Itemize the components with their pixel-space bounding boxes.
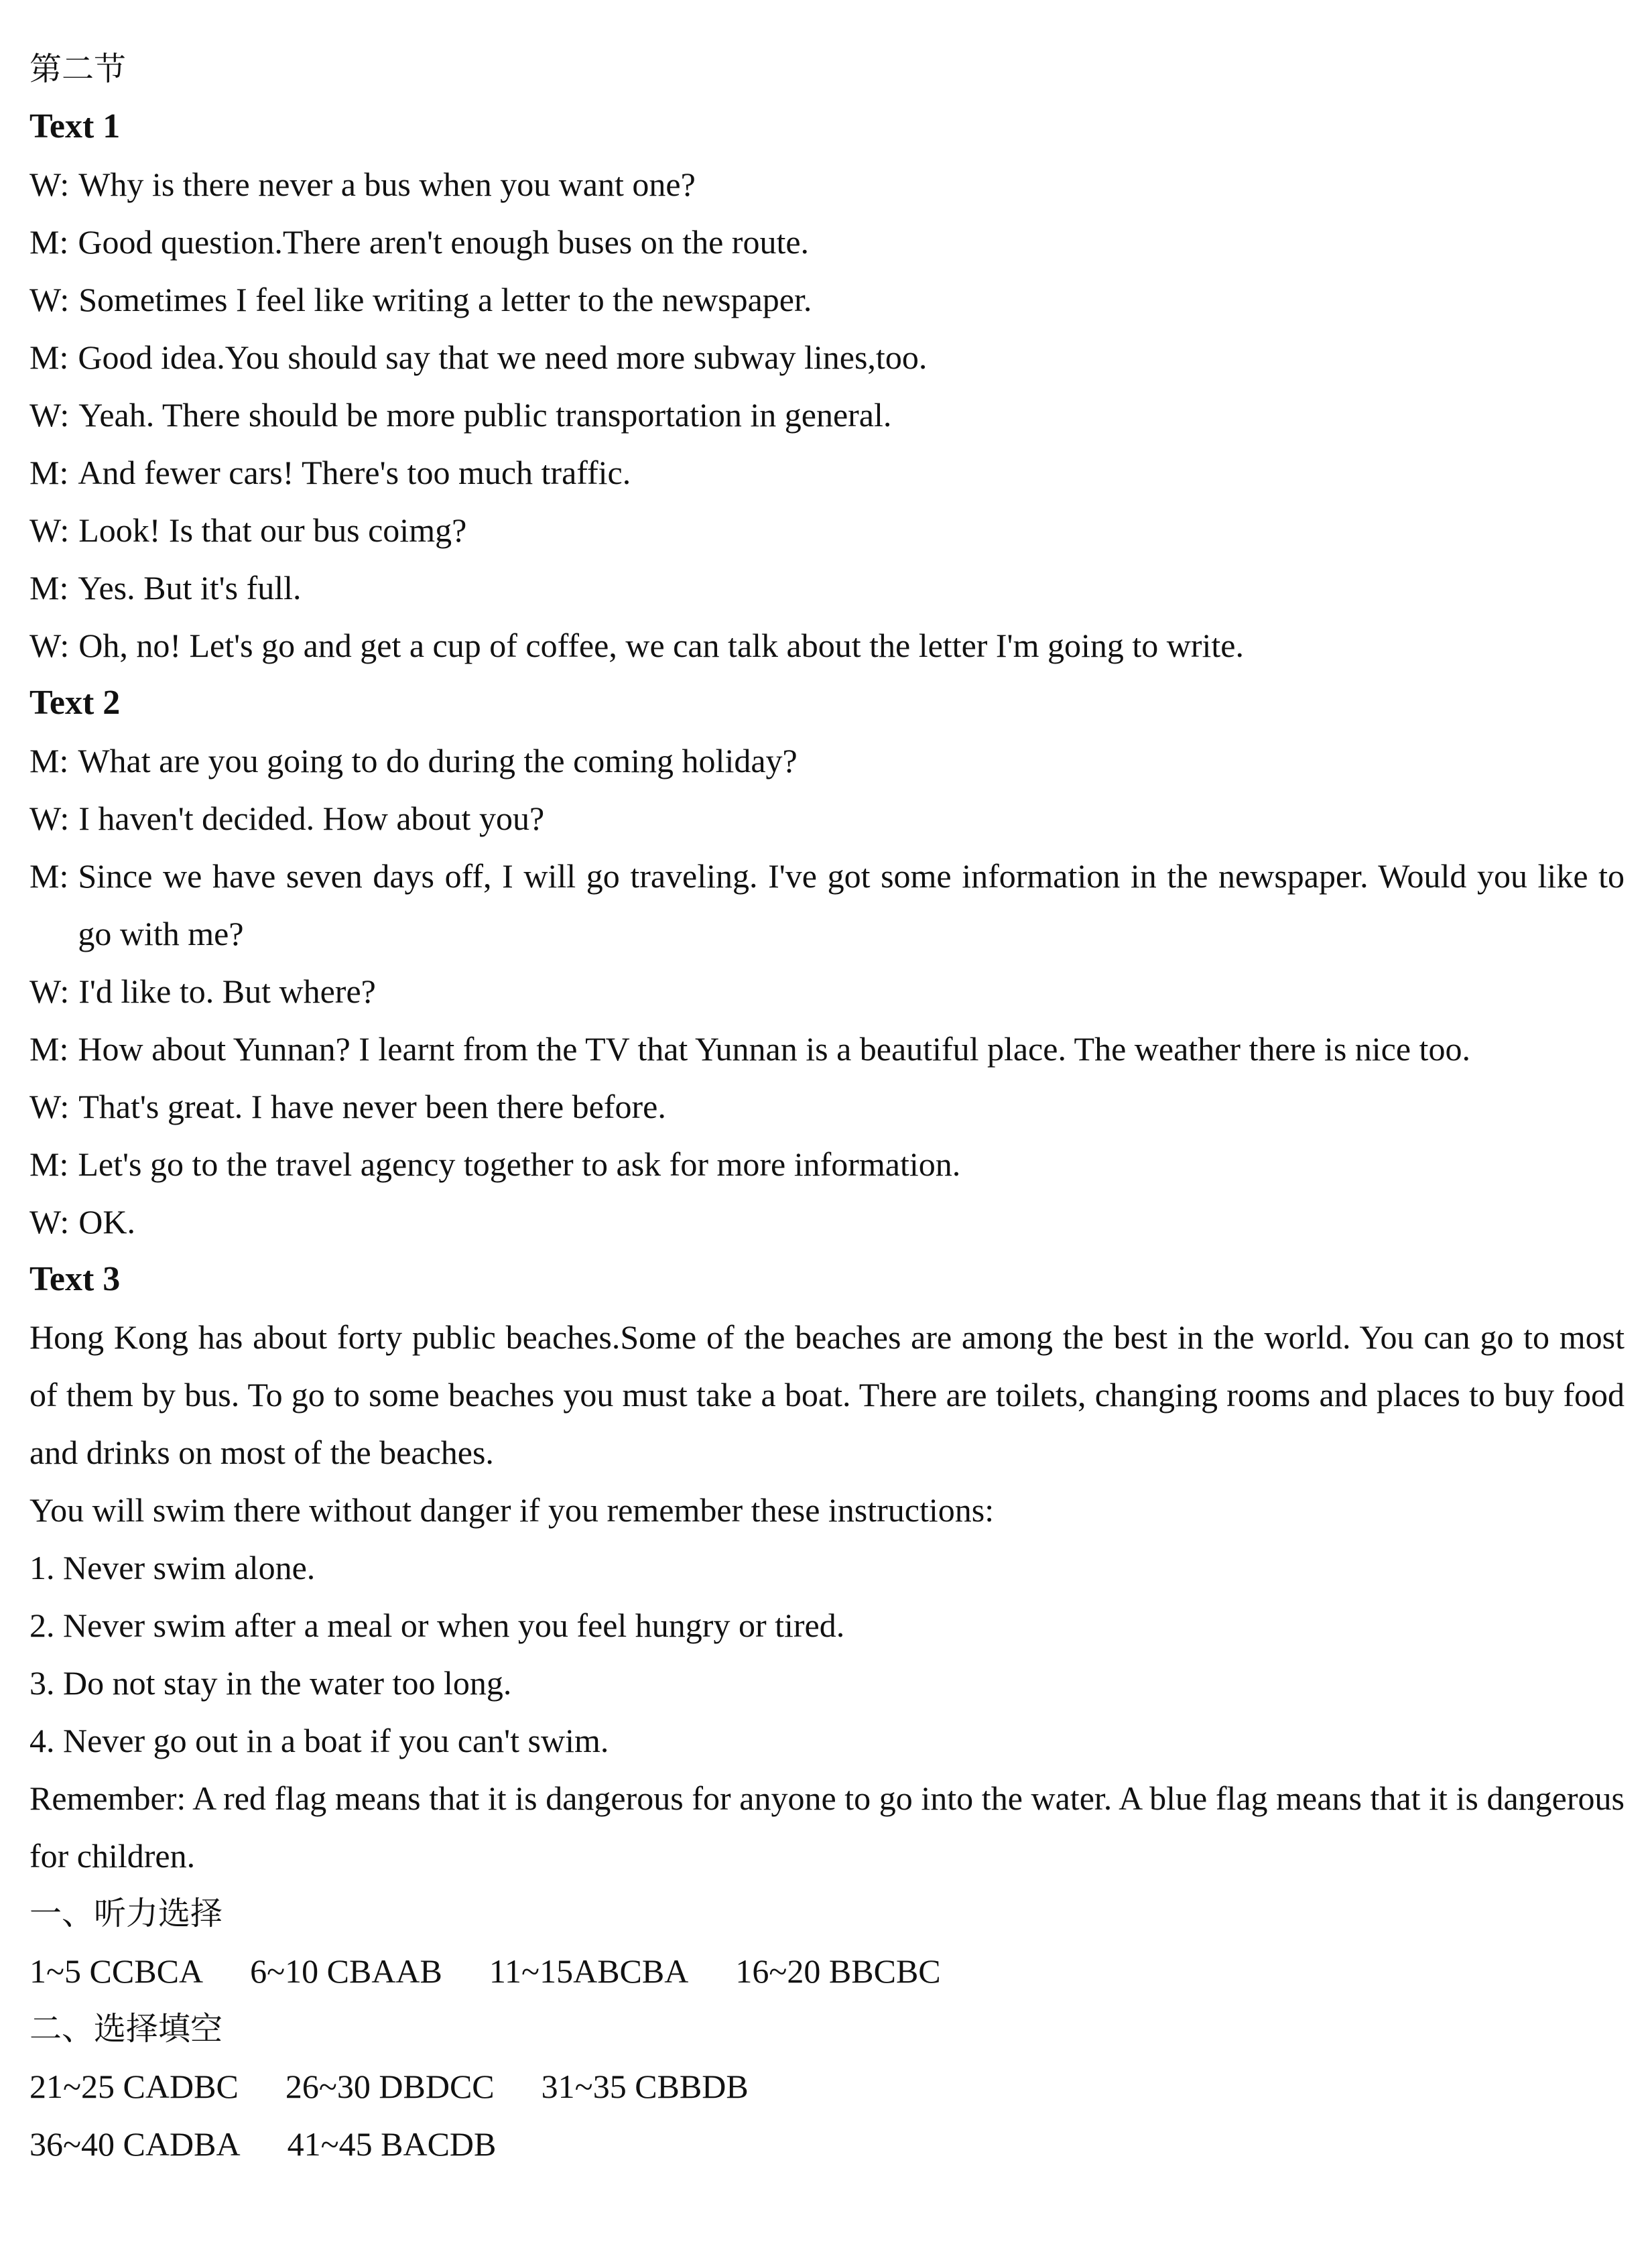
answer-group: 36~40 CADBA [29,2125,241,2163]
dialogue-line [29,1078,1625,1135]
dialogue-line [29,271,1625,328]
text2-dialogue [29,732,1625,1251]
speaker-label: M: [29,338,69,376]
utterance: And fewer cars! There's too much traffic. [78,454,631,491]
answer-group: 1~5 CCBCA [29,1952,204,1990]
speaker-label: M: [29,1030,69,1068]
speaker-label: W: [29,166,70,203]
instruction-item: 2. Never swim after a meal or when you feel hungry or tired. [29,1607,845,1644]
dialogue-line [29,732,1625,790]
speaker-label: M: [29,1145,69,1183]
speaker-label: W: [29,972,70,1010]
dialogue-line [29,847,1625,962]
answer-group: 16~20 BBCBC [735,1952,941,1990]
utterance: Sometimes I feel like writing a letter to the newspaper. [78,281,812,318]
speaker-label: M: [29,223,69,261]
utterance: Yes. But it's full. [78,569,302,607]
dialogue-line [29,444,1625,501]
utterance: I'd like to. But where? [78,972,376,1010]
dialogue-line [29,155,1625,213]
section-title: 第二节 [29,50,127,88]
utterance: Oh, no! Let's go and get a cup of coffee, we can talk about the letter I'm going to write. [78,627,1244,664]
dialogue-line [29,790,1625,847]
dialogue-line [29,1020,1625,1078]
dialogue-line [29,386,1625,444]
speaker-label: W: [29,511,70,549]
utterance: That's great. I have never been there before. [78,1088,666,1125]
speaker-label: W: [29,396,70,434]
text3-heading: Text 3 [29,1260,121,1298]
utterance: I haven't decided. How about you? [78,800,545,837]
utterance: Good idea.You should say that we need more subway lines,too. [78,338,928,376]
choice-answers-row [29,2058,1625,2115]
utterance: How about Yunnan? I learnt from the TV that Yunnan is a beautiful place. The weather there is nice too. [78,1030,1470,1068]
instruction-item: 3. Do not stay in the water too long. [29,1664,512,1702]
dialogue-line [29,213,1625,271]
speaker-label: W: [29,1203,70,1241]
answer-group: 6~10 CBAAB [250,1952,442,1990]
utterance: Look! Is that our bus coimg? [78,511,467,549]
listening-answers-row [29,1942,1625,2000]
text1-dialogue [29,155,1625,674]
speaker-label: M: [29,857,69,895]
utterance: Yeah. There should be more public transportation in general. [78,396,892,434]
dialogue-line [29,501,1625,559]
text3-intro: You will swim there without danger if you remember these instructions: [29,1491,995,1529]
text1-heading: Text 1 [29,107,121,145]
text2-heading: Text 2 [29,684,121,722]
answer-group: 26~30 DBDCC [285,2068,495,2105]
dialogue-line [29,1193,1625,1251]
text3-paragraph: Hong Kong has about forty public beaches.Some of the beaches are among the best in the world. You can go to most of them by bus. To go to some beaches you must take a boat. There are toilets, changing rooms and places to buy food and drinks on most of the beaches. [29,1318,1625,1471]
dialogue-line [29,559,1625,617]
dialogue-line [29,328,1625,386]
utterance: OK. [78,1203,135,1241]
dialogue-line [29,1135,1625,1193]
instruction-item: 1. Never swim alone. [29,1549,316,1586]
utterance: Since we have seven days off, I will go traveling. I've got some information in the newspaper. Would you like to go with me? [78,857,1625,952]
speaker-label: M: [29,742,69,779]
listening-answers-heading: 一、听力选择 [29,1895,223,1932]
utterance: Good question.There aren't enough buses on the route. [78,223,810,261]
answer-group: 21~25 CADBC [29,2068,239,2105]
speaker-label: W: [29,1088,70,1125]
utterance: Let's go to the travel agency together to ask for more information. [78,1145,961,1183]
answer-group: 31~35 CBBDB [541,2068,749,2105]
choice-answers-heading: 二、选择填空 [29,2010,223,2048]
speaker-label: M: [29,569,69,607]
speaker-label: M: [29,454,69,491]
instruction-item: 4. Never go out in a boat if you can't swim. [29,1722,609,1759]
speaker-label: W: [29,800,70,837]
choice-answers-row [29,2115,1625,2173]
utterance: What are you going to do during the coming holiday? [78,742,798,779]
speaker-label: W: [29,627,70,664]
answer-sheet-page [29,40,1625,2173]
answer-group: 11~15ABCBA [489,1952,689,1990]
utterance: Why is there never a bus when you want one? [78,166,696,203]
dialogue-line [29,962,1625,1020]
answer-group: 41~45 BACDB [287,2125,497,2163]
dialogue-line [29,617,1625,674]
text3-remember: Remember: A red flag means that it is dangerous for anyone to go into the water. A blue flag means that it is dangerous for children. [29,1779,1625,1875]
speaker-label: W: [29,281,70,318]
